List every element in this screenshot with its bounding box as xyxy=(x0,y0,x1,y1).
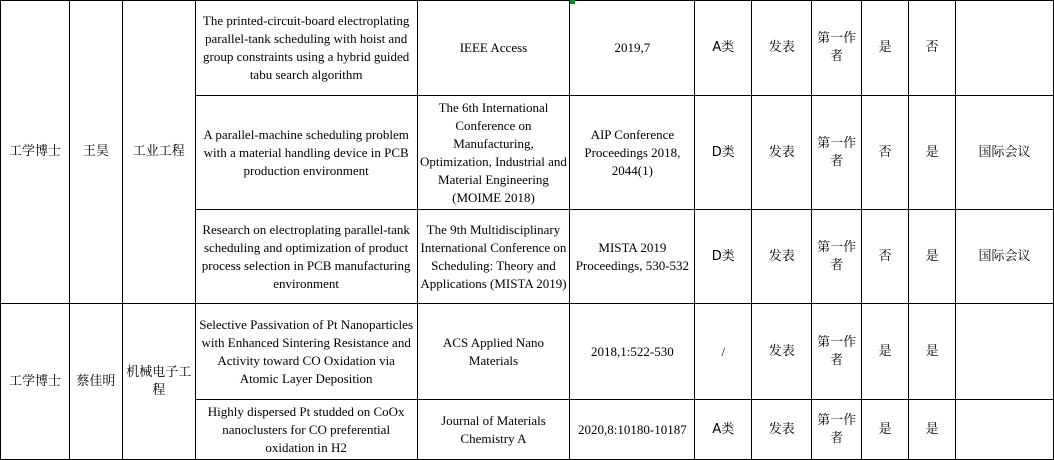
status-cell: 发表 xyxy=(752,210,812,304)
level-cell: A类 xyxy=(695,400,752,453)
flag-1-cell: 否 xyxy=(862,210,909,304)
level-cell: / xyxy=(695,304,752,400)
paper-title-cell: Selective Passivation of Pt Nanoparticles with Enhanced Sintering Resistance and Activity toward CO Oxidation via Atomic Layer Deposition xyxy=(195,304,417,400)
venue-cell: Journal of Materials Chemistry A xyxy=(417,400,570,453)
author-rank-cell: 第一作者 xyxy=(812,210,862,304)
flag-2-cell: 是 xyxy=(909,304,956,400)
publication-cell: 2018,1:522-530 xyxy=(570,304,695,400)
status-cell: 发表 xyxy=(752,400,812,453)
venue-cell: ACS Applied Nano Materials xyxy=(417,304,570,400)
degree-cell: 工学博士 xyxy=(1,304,70,453)
author-rank-cell: 第一作者 xyxy=(812,1,862,96)
author-rank-cell: 第一作者 xyxy=(812,400,862,453)
name-cell: 王昊 xyxy=(69,1,122,304)
paper-title-cell: A parallel-machine scheduling problem with a material handling device in PCB production environment xyxy=(195,96,417,210)
type-cell xyxy=(956,1,1054,96)
type-cell: 国际会议 xyxy=(956,210,1054,304)
flag-2-cell: 否 xyxy=(909,1,956,96)
level-cell: D类 xyxy=(695,96,752,210)
flag-1-cell: 是 xyxy=(862,400,909,453)
paper-title-cell: The printed-circuit-board electroplating parallel-tank scheduling with hoist and group constraints using a hybrid guided tabu search algorithm xyxy=(195,1,417,96)
cell-selection-marker xyxy=(570,0,575,4)
flag-2-cell: 是 xyxy=(909,96,956,210)
publication-cell: AIP Conference Proceedings 2018, 2044(1) xyxy=(570,96,695,210)
flag-1-cell: 否 xyxy=(862,96,909,210)
paper-title-cell: Highly dispersed Pt studded on CoOx nanoclusters for CO preferential oxidation in H2 xyxy=(195,400,417,453)
flag-2-cell: 是 xyxy=(909,400,956,453)
table-row xyxy=(1,304,1054,400)
table-row xyxy=(1,1,1054,96)
major-cell: 工业工程 xyxy=(122,1,195,304)
flag-2-cell: 是 xyxy=(909,210,956,304)
type-cell xyxy=(956,304,1054,400)
paper-title-cell: Research on electroplating parallel-tank scheduling and optimization of product process selection in PCB manufacturing environment xyxy=(195,210,417,304)
author-rank-cell: 第一作者 xyxy=(812,96,862,210)
level-cell: D类 xyxy=(695,210,752,304)
publication-cell: 2020,8:10180-10187 xyxy=(570,400,695,453)
status-cell: 发表 xyxy=(752,96,812,210)
degree-cell: 工学博士 xyxy=(1,1,70,304)
venue-cell: The 9th Multidisciplinary International Conference on Scheduling: Theory and Applications (MISTA 2019) xyxy=(417,210,570,304)
venue-cell: The 6th International Conference on Manufacturing, Optimization, Industrial and Material Engineering (MOIME 2018) xyxy=(417,96,570,210)
flag-1-cell: 是 xyxy=(862,304,909,400)
level-cell: A类 xyxy=(695,1,752,96)
venue-cell: IEEE Access xyxy=(417,1,570,96)
publication-cell: MISTA 2019 Proceedings, 530-532 xyxy=(570,210,695,304)
flag-1-cell: 是 xyxy=(862,1,909,96)
status-cell: 发表 xyxy=(752,1,812,96)
publication-cell: 2019,7 xyxy=(570,1,695,96)
type-cell: 国际会议 xyxy=(956,96,1054,210)
status-cell: 发表 xyxy=(752,304,812,400)
author-rank-cell: 第一作者 xyxy=(812,304,862,400)
major-cell: 机械电子工程 xyxy=(122,304,195,453)
type-cell xyxy=(956,400,1054,453)
name-cell: 蔡佳明 xyxy=(69,304,122,453)
